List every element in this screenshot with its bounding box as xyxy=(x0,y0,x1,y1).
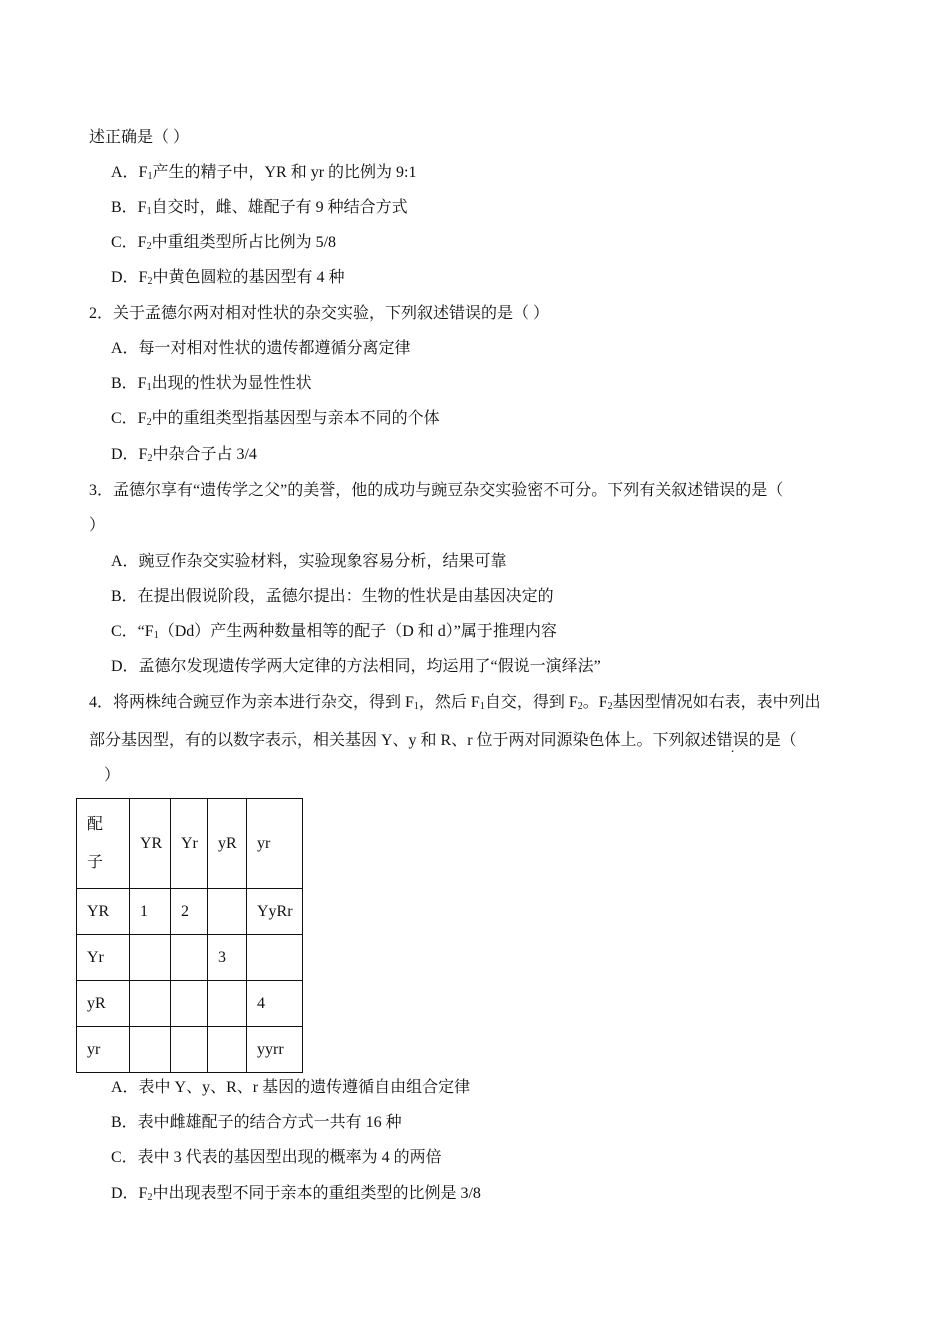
table-cell xyxy=(130,981,171,1027)
q1-option-b: B．$F_1$自交时，雌、雄配子有 9 种结合方式 xyxy=(111,199,408,217)
q2-option-b: B．$F_1$出现的性状为显性性状 xyxy=(111,375,312,393)
q2-option-a: A．每一对相对性状的遗传都遵循分离定律 xyxy=(111,340,411,357)
table-header-cell: yr xyxy=(247,799,303,889)
q4-option-a: A．表中 Y、y、R、r 基因的遗传遵循自由组合定律 xyxy=(111,1079,471,1096)
table-row xyxy=(77,1027,303,1073)
q4-option-b: B．表中雌雄配子的结合方式一共有 16 种 xyxy=(111,1114,402,1131)
table-cell xyxy=(171,1027,208,1073)
table-cell: 4 xyxy=(247,981,303,1027)
table-cell xyxy=(247,935,303,981)
q3-stem: 3．孟德尔享有“遗传学之父”的美誉，他的成功与豌豆杂交实验密不可分。下列有关叙述错误的是（ xyxy=(89,482,784,499)
emphasis-dots: 错误 xyxy=(716,732,749,749)
table-header-cell: Yr xyxy=(171,799,208,889)
q1-stem-continuation: 述正确是（ ） xyxy=(89,129,190,146)
table-cell xyxy=(130,935,171,981)
q3-option-b: B．在提出假说阶段，孟德尔提出：生物的性状是由基因决定的 xyxy=(111,588,554,605)
table-cell xyxy=(171,935,208,981)
table-header-row xyxy=(77,799,303,889)
table-cell xyxy=(208,889,247,935)
table-cell xyxy=(208,981,247,1027)
table-cell: 1 xyxy=(130,889,171,935)
q3-option-d: D．孟德尔发现遗传学两大定律的方法相同，均运用了“假说一演绎法” xyxy=(111,658,601,675)
table-header-cell xyxy=(77,799,130,889)
q4-stem-line2: 部分基因型，有的以数字表示，相关基因 Y、y 和 R、r 位于两对同源染色体上。下列叙述错误的是（ xyxy=(89,732,797,749)
table-cell: Yr xyxy=(77,935,130,981)
q1-option-d: D．$F_2$中黄色圆粒的基因型有 4 种 xyxy=(111,269,345,287)
table-cell xyxy=(208,1027,247,1073)
table-cell: YR xyxy=(77,889,130,935)
table-cell: 2 xyxy=(171,889,208,935)
table-row xyxy=(77,981,303,1027)
table-cell: yR xyxy=(77,981,130,1027)
table-row xyxy=(77,889,303,935)
q2-option-c: C．$F_2$中的重组类型指基因型与亲本不同的个体 xyxy=(111,410,440,428)
q3-option-c: C．“$F_1(Dd)$产生两种数量相等的配子（D 和 d）”属于推理内容 xyxy=(111,623,557,641)
table-header-cell: YR xyxy=(130,799,171,889)
q4-option-c: C．表中 3 代表的基因型出现的概率为 4 的两倍 xyxy=(111,1149,442,1166)
q3-option-a: A．豌豆作杂交实验材料，实验现象容易分析，结果可靠 xyxy=(111,553,507,570)
q1-option-a: A．$F_1$产生的精子中，YR 和 yr 的比例为 9:1 xyxy=(111,164,417,182)
table-cell xyxy=(171,981,208,1027)
table-cell: 3 xyxy=(208,935,247,981)
table-cell xyxy=(130,1027,171,1073)
q4-stem-paren: ） xyxy=(104,767,121,784)
table-header-cell: yR xyxy=(208,799,247,889)
header-label: 配子 xyxy=(87,815,104,871)
q2-option-d: D．$F_2$中杂合子占 3/4 xyxy=(111,446,257,464)
gamete-table xyxy=(76,798,303,1073)
q4-option-d: D．$F_2$中出现表型不同于亲本的重组类型的比例是 3/8 xyxy=(111,1185,481,1203)
table-cell: YyRr xyxy=(247,889,303,935)
q3-stem-paren: ） xyxy=(89,517,106,534)
q4-stem-line1: 4．将两株纯合豌豆作为亲本进行杂交，得到 $F_1$，然后 $F_1$自交，得到 $F_2$。$F_2$基因型情况如右表，表中列出 xyxy=(89,694,821,712)
table-cell: yr xyxy=(77,1027,130,1073)
table-row xyxy=(77,935,303,981)
table-cell: yyrr xyxy=(247,1027,303,1073)
q1-option-c: C．$F_2$中重组类型所占比例为 5/8 xyxy=(111,234,337,252)
q2-stem: 2．关于孟德尔两对相对性状的杂交实验，下列叙述错误的是（ ） xyxy=(89,305,550,322)
